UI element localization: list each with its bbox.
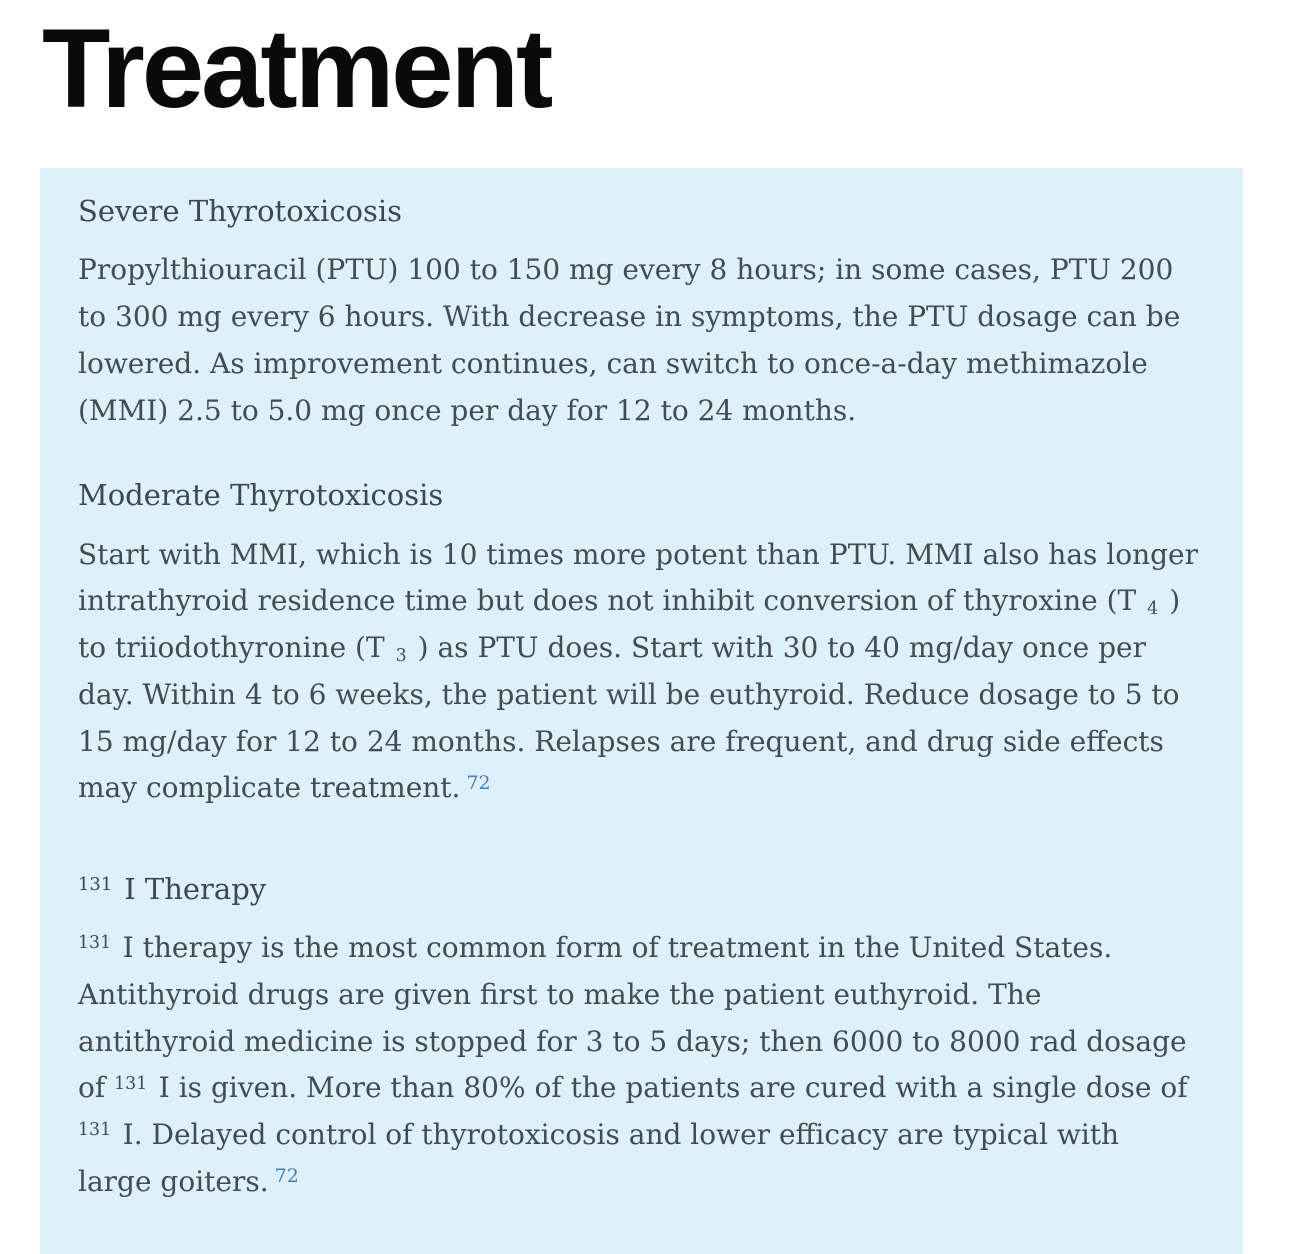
panel-sections (78, 192, 1201, 1205)
isotope-superscript: 131 (78, 933, 112, 954)
text-run: ) as PTU does. Start with 30 to 40 mg/day once per day. Within 4 to 6 weeks, the patient will be euthyroid. Reduce dosage to 5 to 15 mg/day for 12 to 24 months. Relapses are frequent, and drug side effects may complicate treatment. (78, 631, 1180, 805)
section-paragraph (78, 247, 1201, 434)
section-paragraph (78, 532, 1201, 813)
text-run: I. Delayed control of thyrotoxicosis and lower efficacy are typical with large goiters. (78, 1118, 1120, 1198)
text-run: Severe Thyrotoxicosis (78, 194, 403, 229)
section (78, 870, 1201, 1206)
section (78, 476, 1201, 812)
section (78, 192, 1201, 434)
section-heading (78, 192, 1201, 231)
text-run: I Therapy (114, 872, 267, 907)
isotope-superscript: 131 (114, 1073, 148, 1094)
text-run: Moderate Thyrotoxicosis (78, 478, 444, 513)
subscript: 4 (1147, 599, 1159, 620)
text-run: Propylthiouracil (PTU) 100 to 150 mg every 8 hours; in some cases, PTU 200 to 300 mg every 6 hours. With decrease in symptoms, the PTU dosage can be lowered. As improvement continues, can switch to once-a-day methimazole (MMI) 2.5 to 5.0 mg once per day for 12 to 24 months. (78, 253, 1181, 427)
isotope-superscript: 131 (78, 1120, 112, 1141)
citation-link[interactable]: 72 (466, 771, 491, 794)
isotope-superscript: 131 (78, 874, 113, 896)
text-run: I therapy is the most common form of treatment in the United States. Antithyroid drugs are given first to make the patient euthyroid. The antithyroid medicine is stopped for 3 to 5 days; then 6000 to 8000 rad dosage of (78, 931, 1187, 1105)
section-heading (78, 870, 1201, 909)
section-paragraph (78, 925, 1201, 1206)
page-title: Treatment (42, 6, 551, 131)
text-run: Start with MMI, which is 10 times more potent than PTU. MMI also has longer intrathyroid residence time but does not inhibit conversion of thyroxine (T (78, 537, 1198, 618)
section-heading (78, 476, 1201, 515)
text-run: I is given. More than 80% of the patients are cured with a single dose of (149, 1071, 1188, 1105)
treatment-panel (40, 168, 1243, 1253)
citation-link[interactable]: 72 (274, 1165, 299, 1188)
subscript: 3 (395, 645, 407, 666)
text-run: ) to triiodothyronine (T (78, 584, 1181, 665)
